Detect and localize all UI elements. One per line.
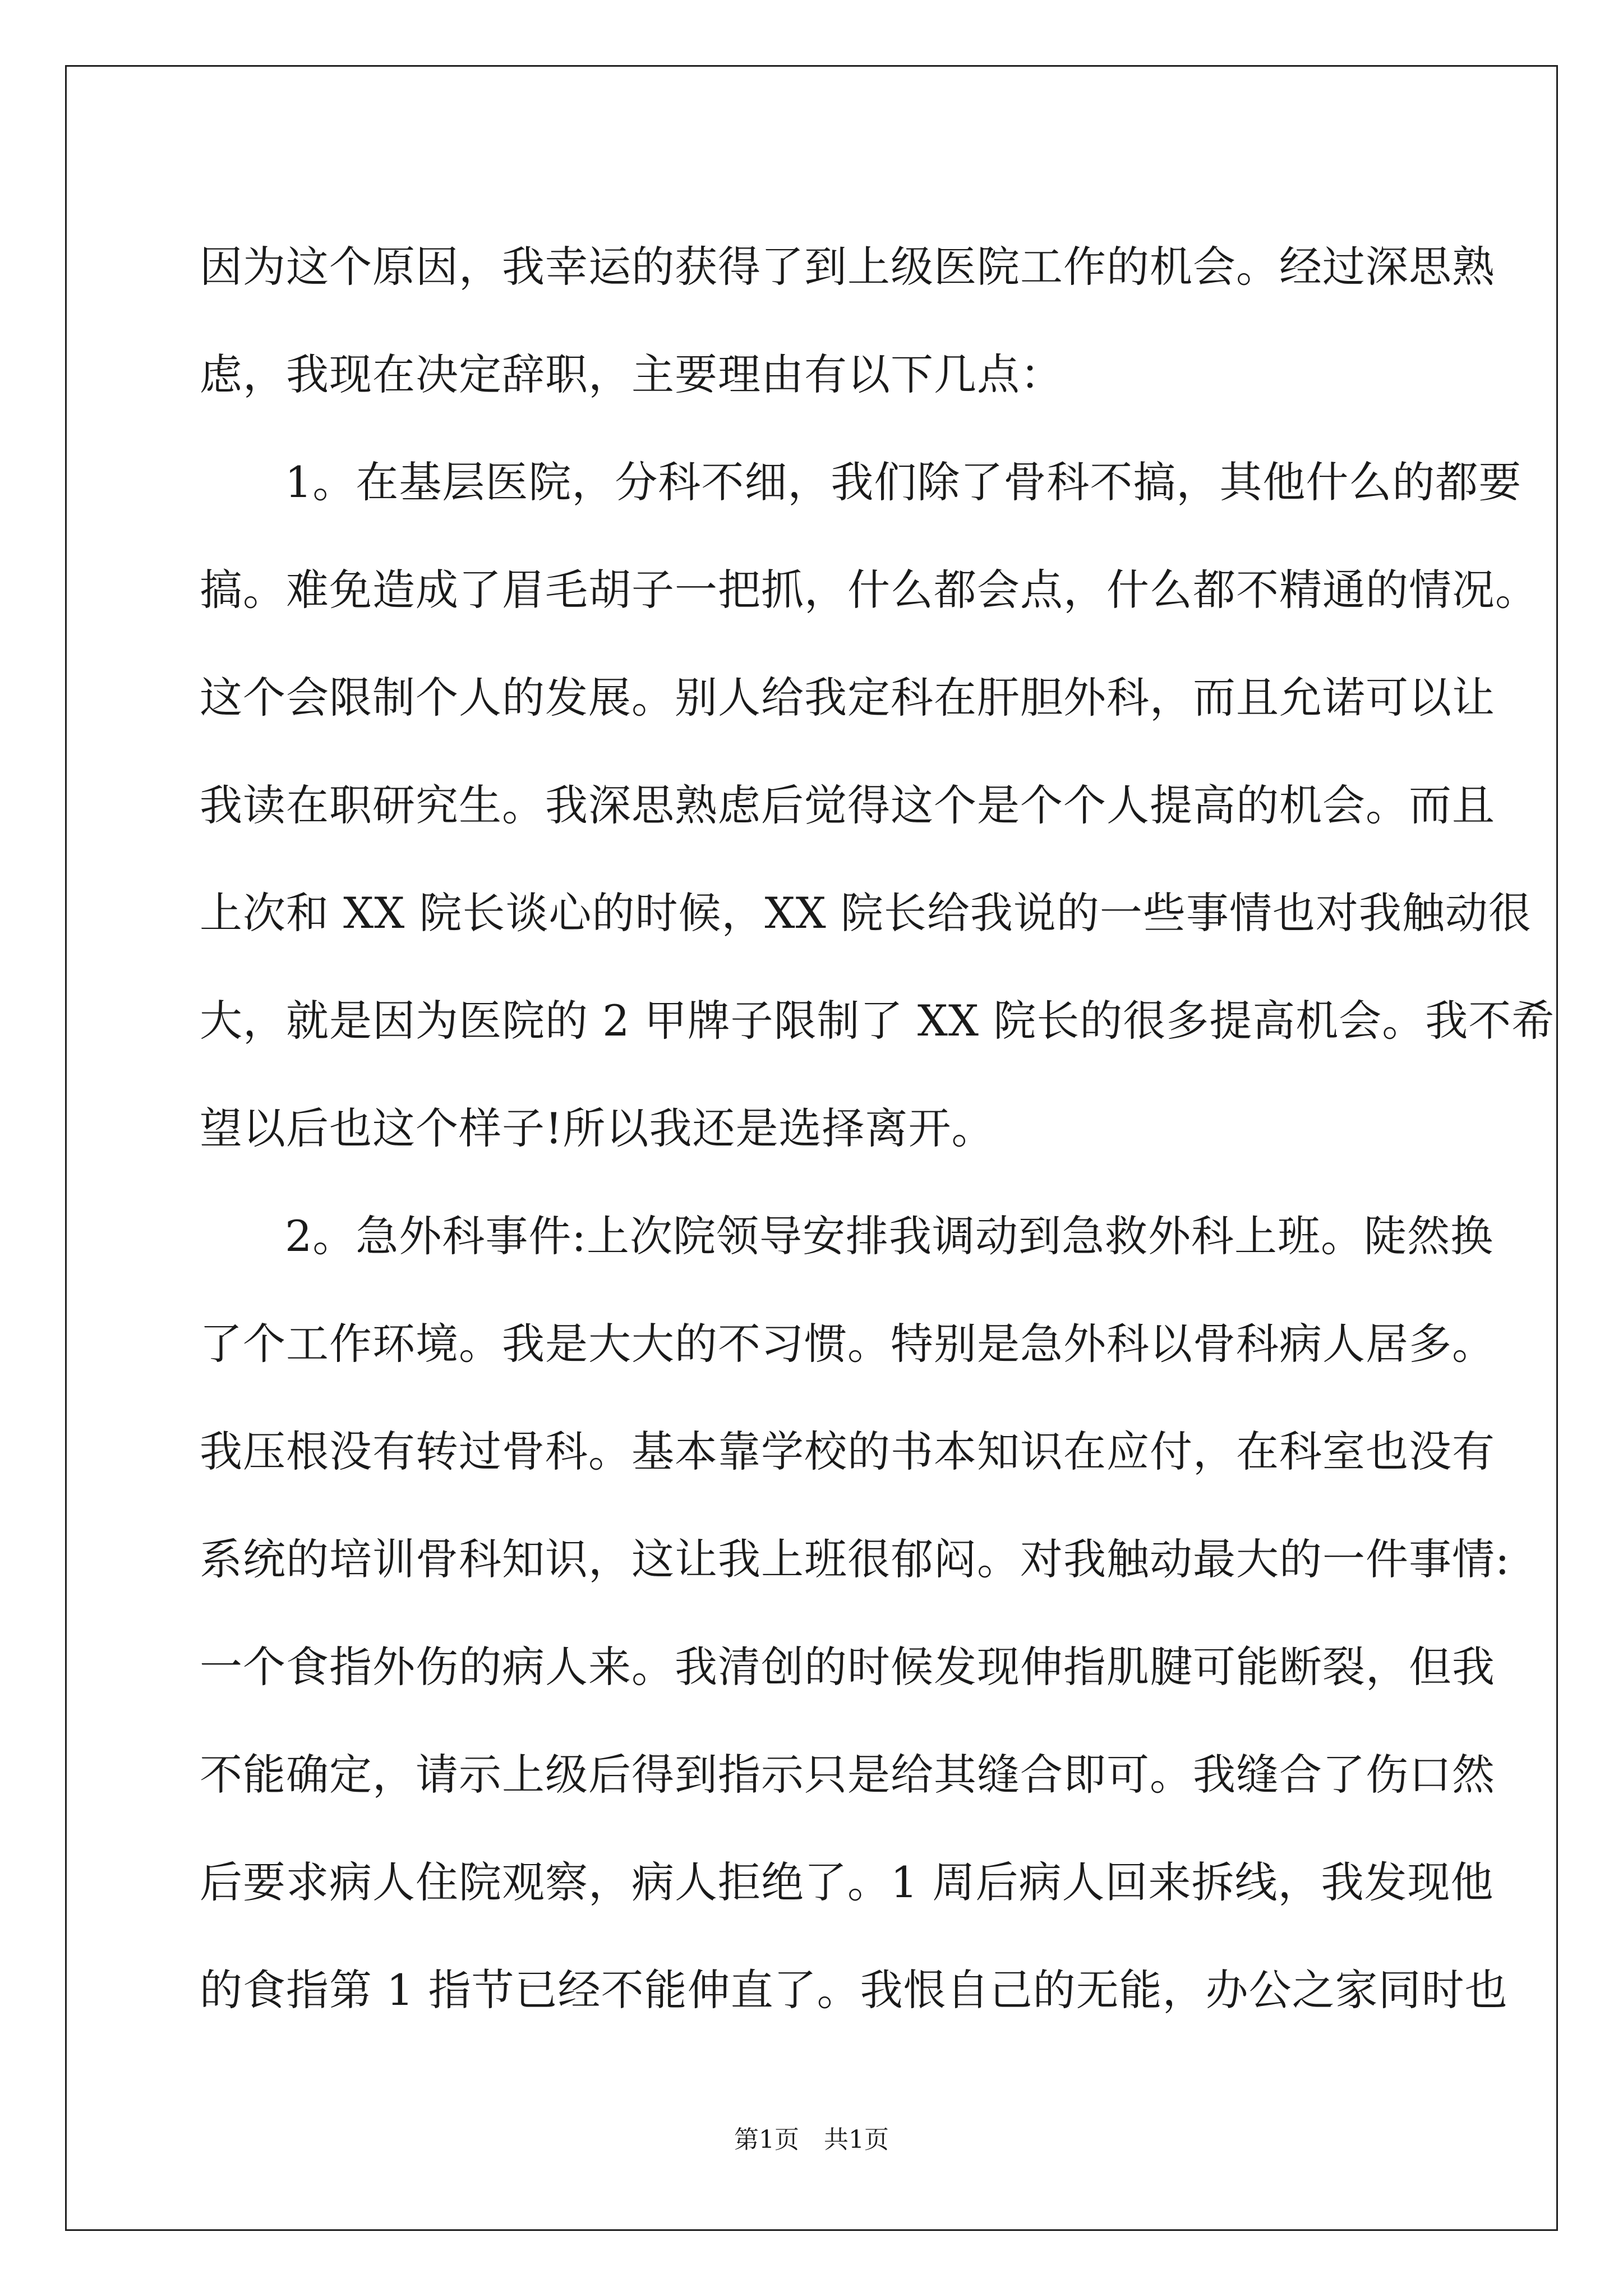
text-line: 我压根没有转过骨科。基本靠学校的书本知识在应付，在科室也没有 — [200, 1427, 1495, 1476]
text-line: 上次和 XX 院长谈心的时候，XX 院长给我说的一些事情也对我触动很 — [200, 888, 1532, 938]
text-line: 大，就是因为医院的 2 甲牌子限制了 XX 院长的很多提高机会。我不希 — [200, 996, 1555, 1046]
text-line: 这个会限制个人的发展。别人给我定科在肝胆外科，而且允诺可以让 — [200, 673, 1495, 723]
paragraph-start-line: 1。在基层医院，分科不细，我们除了骨科不搞，其他什么的都要 — [285, 457, 1522, 507]
text-line: 我读在职研究生。我深思熟虑后觉得这个是个个人提高的机会。而且 — [200, 780, 1495, 830]
page-number-current: 第1页 — [734, 2125, 799, 2154]
text-line: 搞。难免造成了眉毛胡子一把抓，什么都会点，什么都不精通的情况。 — [200, 565, 1538, 615]
text-line: 因为这个原因，我幸运的获得了到上级医院工作的机会。经过深思熟 — [200, 242, 1495, 292]
text-line: 系统的培训骨科知识，这让我上班很郁闷。对我触动最大的一件事情: — [200, 1534, 1510, 1584]
text-line: 虑，我现在决定辞职，主要理由有以下几点： — [200, 349, 1063, 399]
paragraph-start-line: 2。急外科事件:上次院领导安排我调动到急救外科上班。陡然换 — [285, 1211, 1493, 1261]
page-footer — [0, 2123, 1623, 2157]
text-line: 望以后也这个样子!所以我还是选择离开。 — [200, 1103, 995, 1153]
text-line: 后要求病人住院观察，病人拒绝了。1 周后病人回来拆线，我发现他 — [200, 1857, 1494, 1907]
document-body — [200, 213, 1555, 2044]
text-line: 了个工作环境。我是大大的不习惯。特别是急外科以骨科病人居多。 — [200, 1319, 1495, 1369]
text-line: 一个食指外伤的病人来。我清创的时候发现伸指肌腱可能断裂，但我 — [200, 1642, 1495, 1692]
text-line: 的食指第 1 指节已经不能伸直了。我恨自己的无能，办公之家同时也 — [200, 1965, 1508, 2015]
text-line: 不能确定，请示上级后得到指示只是给其缝合即可。我缝合了伤口然 — [200, 1750, 1495, 1800]
page-number-total: 共1页 — [824, 2125, 889, 2154]
